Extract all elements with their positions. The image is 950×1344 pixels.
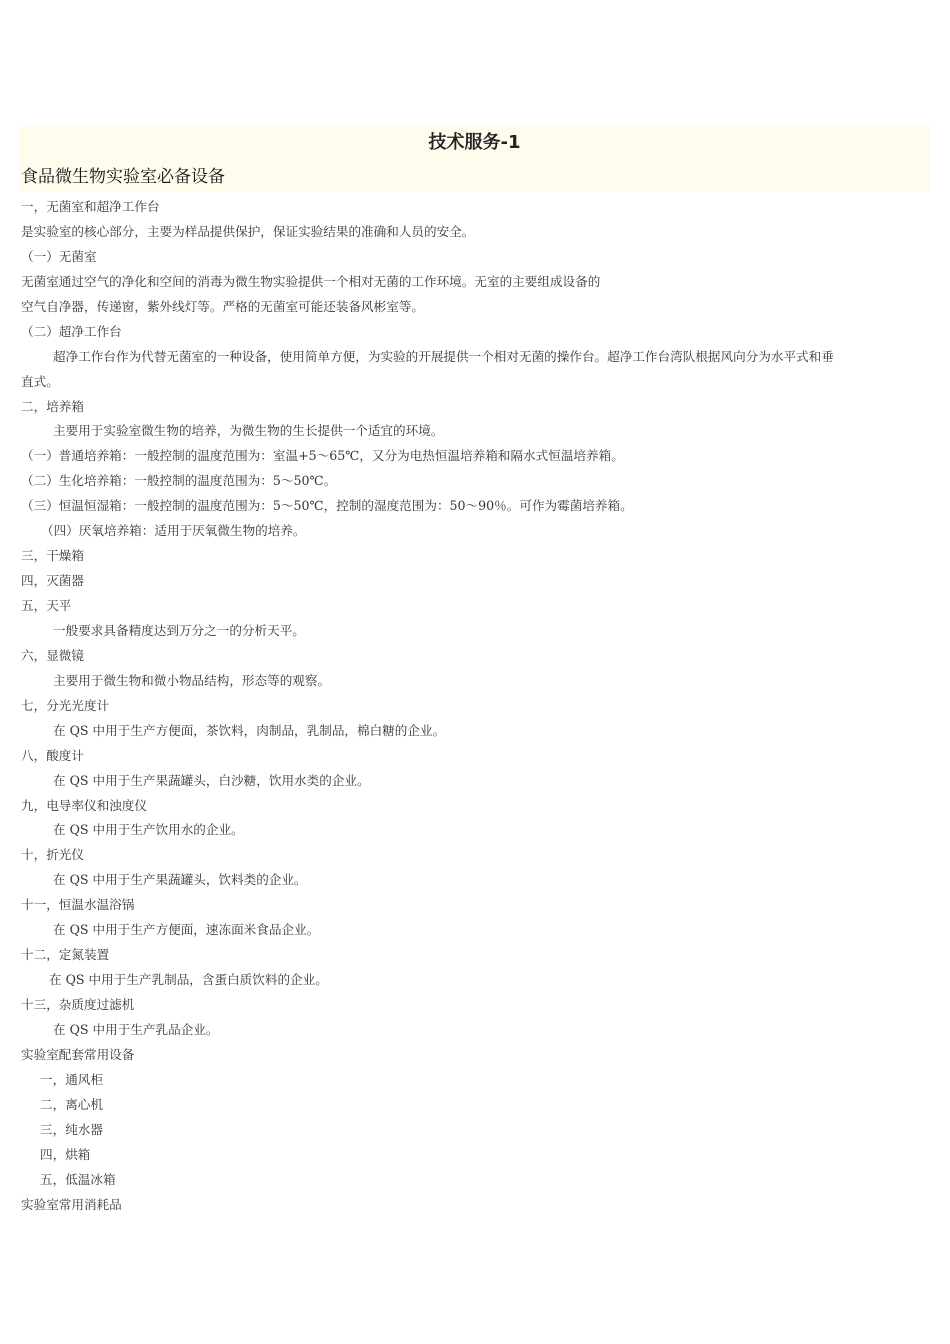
- document-title: 技术服务-1: [428, 132, 521, 153]
- list-item: 五，低温冰箱: [40, 1171, 116, 1187]
- section-heading: 三，干燥箱: [21, 548, 84, 564]
- paragraph-line: 在 QS 中用于生产果蔬罐头，白沙糖，饮用水类的企业。: [53, 772, 370, 788]
- list-item: 一，通风柜: [40, 1071, 103, 1087]
- paragraph-line: 一般要求具备精度达到万分之一的分析天平。: [53, 622, 305, 638]
- paragraph-line: 超净工作台作为代替无菌室的一种设备，使用简单方便，为实验的开展提供一个相对无菌的操作台。超净工作台湾队根据风向分为水平式和垂: [53, 348, 834, 364]
- section-heading: 四，灭菌器: [21, 573, 84, 589]
- section-heading: 二，培养箱: [21, 398, 84, 414]
- section-heading: 七，分光光度计: [21, 697, 110, 713]
- paragraph-line: 无菌室通过空气的净化和空间的消毒为微生物实验提供一个相对无菌的工作环境。无室的主要组成设备的: [21, 273, 601, 289]
- list-item: 三，纯水器: [40, 1121, 103, 1137]
- paragraph-line: 主要用于实验室微生物的培养，为微生物的生长提供一个适宜的环境。: [53, 423, 444, 439]
- paragraph-line: 在 QS 中用于生产果蔬罐头，饮料类的企业。: [53, 872, 307, 888]
- subsection-heading: （二）超净工作台: [21, 323, 122, 339]
- section-heading: 六，显微镜: [21, 647, 84, 663]
- section-heading: 十，折光仪: [21, 847, 84, 863]
- paragraph-line: 主要用于微生物和微小物品结构，形态等的观察。: [53, 672, 331, 688]
- paragraph-line: 直式。: [21, 373, 59, 389]
- section-heading: 五，天平: [21, 598, 72, 613]
- list-item: （四）厌氧培养箱：适用于厌氧微生物的培养。: [41, 523, 306, 539]
- paragraph-line: 在 QS 中用于生产方便面，茶饮料，肉制品，乳制品，棉白糖的企业。: [53, 722, 446, 738]
- section-heading: 十三，杂质度过滤机: [21, 997, 135, 1012]
- paragraph-line: 在 QS 中用于生产饮用水的企业。: [53, 822, 244, 838]
- list-item: 四，烘箱: [40, 1146, 91, 1162]
- document-subtitle: 食品微生物实验室必备设备: [21, 167, 225, 187]
- section-heading: 八，酸度计: [21, 747, 84, 763]
- section-heading: 九，电导率仪和浊度仪: [21, 797, 147, 813]
- section-heading: 实验室配套常用设备: [21, 1046, 135, 1062]
- document-body: [21, 195, 933, 1217]
- list-item: 二，离心机: [40, 1096, 103, 1112]
- subsection-heading: （一）无菌室: [21, 248, 97, 264]
- section-heading: 十一，恒温水温浴锅: [21, 897, 135, 913]
- paragraph-line: 空气自净器，传递窗，紫外线灯等。严格的无菌室可能还装备风彬室等。: [21, 298, 424, 314]
- paragraph-line: 在 QS 中用于生产乳制品，含蛋白质饮料的企业。: [49, 972, 328, 988]
- section-heading: 一，无菌室和超净工作台: [21, 199, 160, 214]
- paragraph-line: 在 QS 中用于生产方便面，速冻面米食品企业。: [53, 922, 320, 938]
- list-item: （三）恒温恒湿箱：一般控制的温度范围为：5～50℃，控制的湿度范围为：50～90％。可作为霉菌培养箱。: [21, 498, 633, 514]
- list-item: （二）生化培养箱：一般控制的温度范围为：5～50℃。: [21, 473, 337, 489]
- paragraph-line: 是实验室的核心部分，主要为样品提供保护，保证实验结果的准确和人员的安全。: [21, 223, 475, 239]
- list-item: （一）普通培养箱：一般控制的温度范围为：室温+5～65℃，又分为电热恒温培养箱和隔水式恒温培养箱。: [21, 448, 624, 464]
- paragraph-line: 在 QS 中用于生产乳品企业。: [53, 1021, 219, 1037]
- section-heading: 十二，定氮装置: [21, 947, 110, 963]
- section-heading: 实验室常用消耗品: [21, 1196, 122, 1212]
